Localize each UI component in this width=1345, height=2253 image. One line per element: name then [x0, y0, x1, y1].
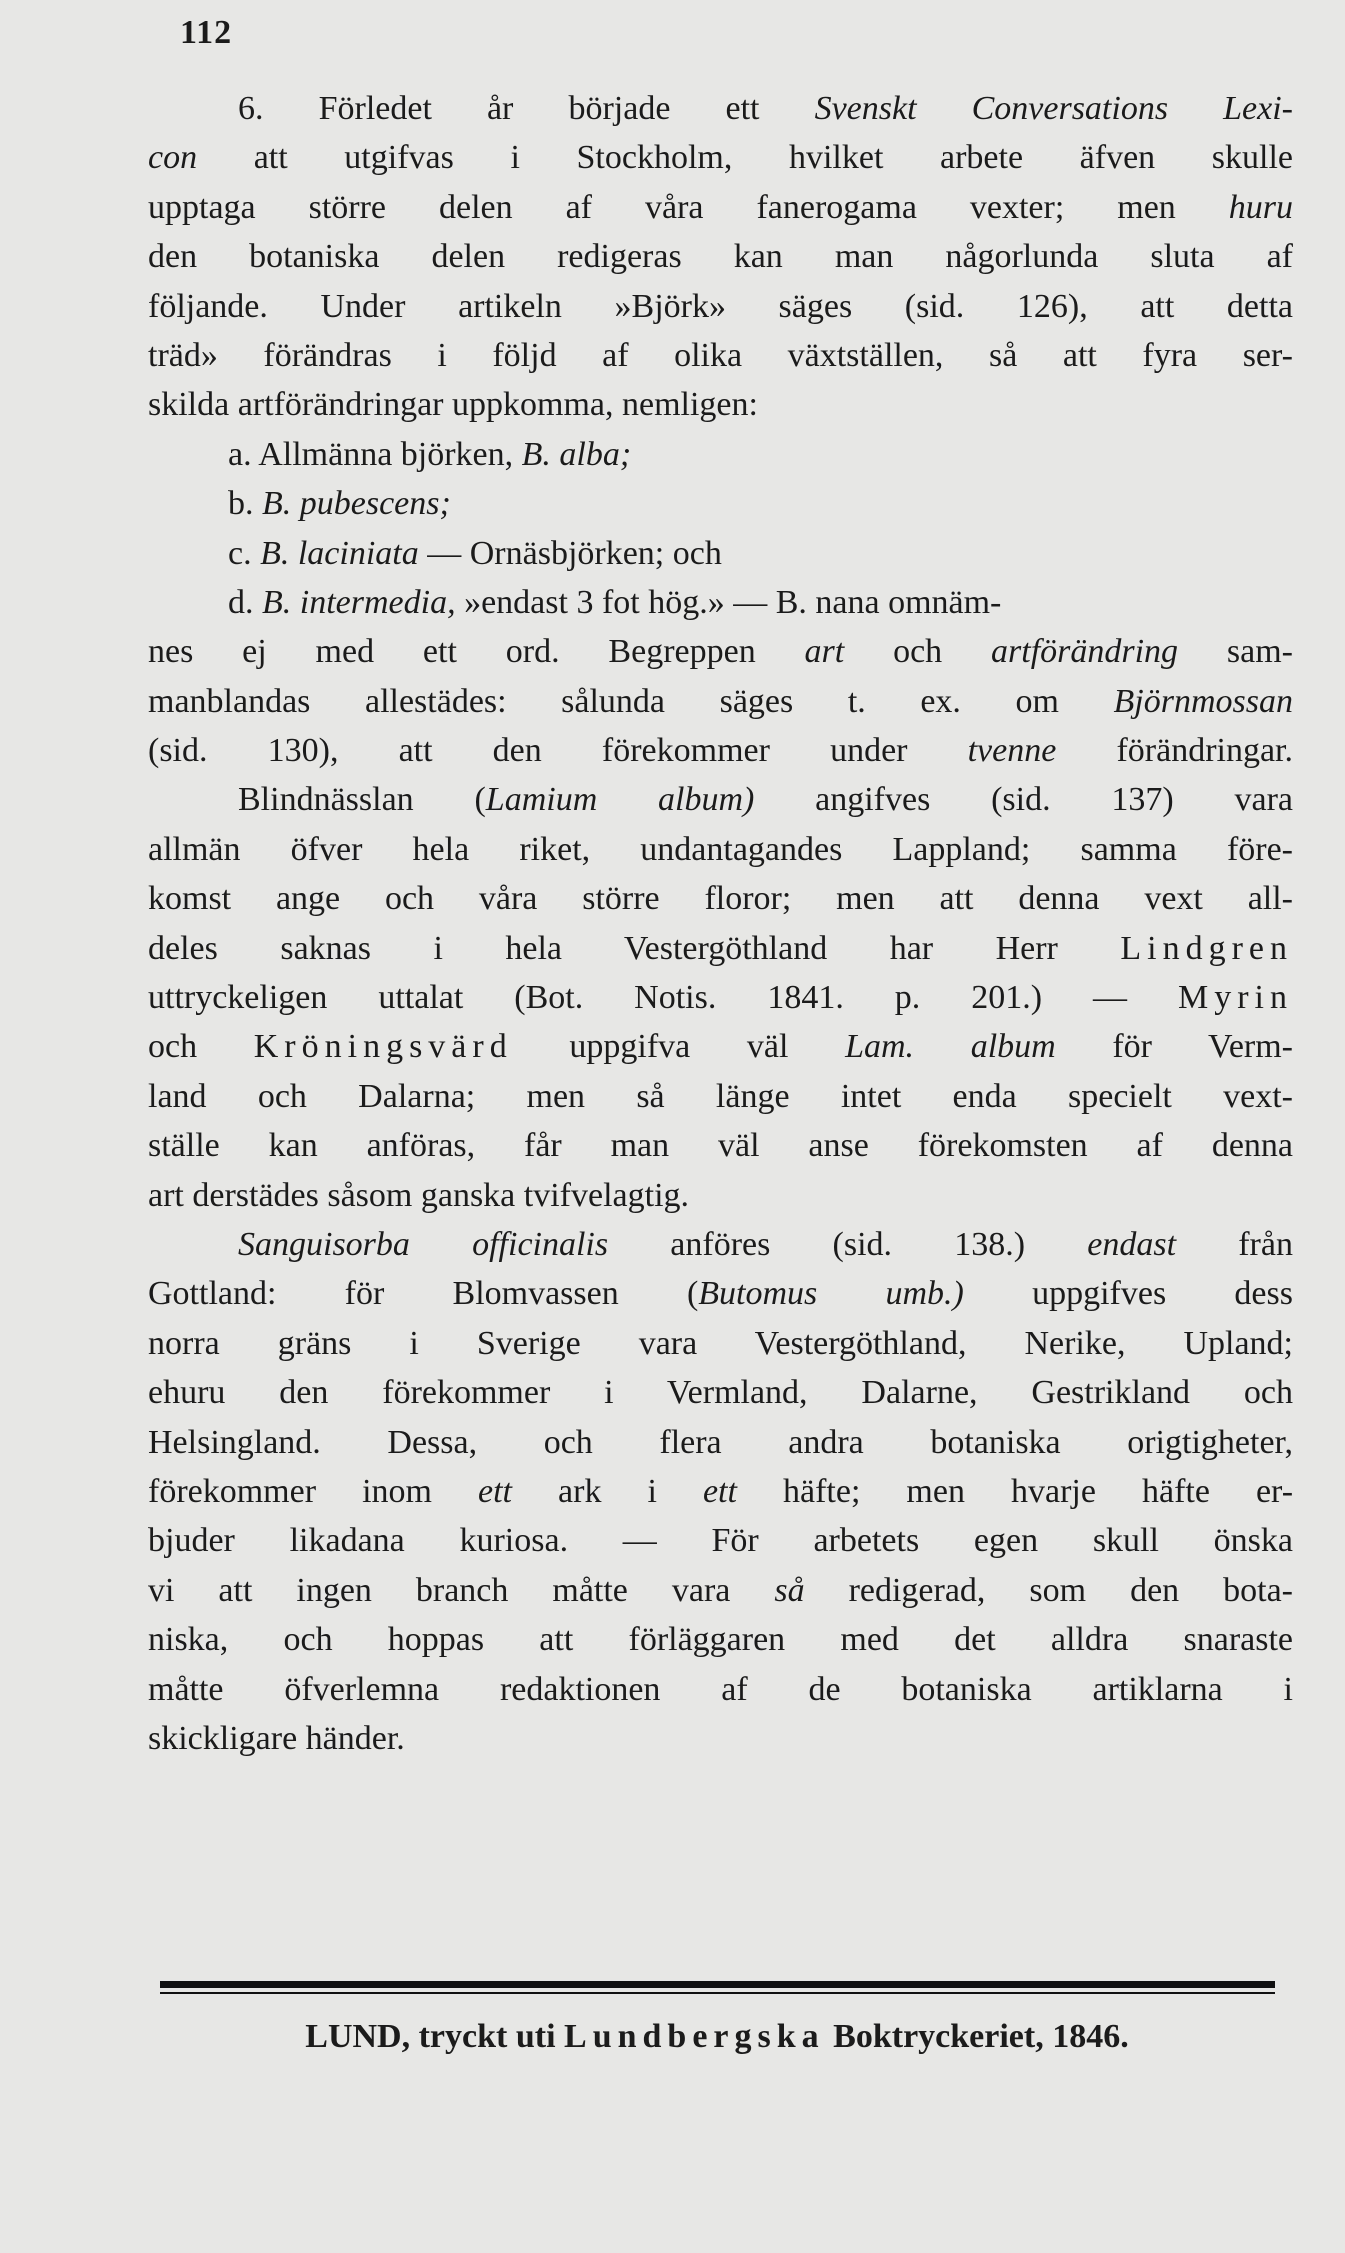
text-line: [148, 1121, 1293, 1170]
text-line: [148, 1368, 1293, 1417]
text-run: c.: [228, 534, 261, 572]
italic-text: huru: [1228, 188, 1293, 226]
text-line: [148, 677, 1293, 726]
text-run: träd» förändras i följd af olika växtställen, så att fyra ser-: [148, 336, 1293, 374]
text-run: bjuder likadana kuriosa. — För arbetets egen skull önska: [148, 1522, 1293, 1560]
text-run: skilda artförändringar uppkomma, nemligen:: [148, 386, 758, 424]
text-run: sam-: [1178, 633, 1293, 671]
italic-text: con: [148, 139, 198, 177]
text-line: [148, 1467, 1293, 1516]
text-line: [148, 578, 1293, 627]
text-run: förändringar.: [1056, 732, 1293, 770]
text-line: [148, 1319, 1293, 1368]
text-run: angifves (sid. 137) vara: [754, 781, 1294, 819]
text-run: niska, och hoppas att förläggaren med det alldra snaraste: [148, 1621, 1293, 1659]
text-line: [148, 529, 1293, 578]
text-line: [148, 874, 1293, 923]
text-run: Blindnässlan (: [238, 781, 486, 819]
text-run: ehuru den förekommer i Vermland, Dalarne, Gestrikland och: [148, 1374, 1293, 1412]
italic-text: Sanguisorba officinalis: [238, 1225, 609, 1263]
text-run: att utgifvas i Stockholm, hvilket arbete äfven skulle: [197, 139, 1293, 177]
text-line: [148, 627, 1293, 676]
text-run: upptaga större delen af våra fanerogama vexter; men: [148, 188, 1229, 226]
rule-thick: [160, 1981, 1275, 1988]
text-line: [148, 331, 1293, 380]
body-text: [148, 84, 1293, 1763]
italic-text: Björnmossan: [1113, 682, 1293, 720]
imprint-date: Boktryckeriet, 1846.: [824, 2018, 1129, 2055]
text-line: [148, 1714, 1293, 1763]
text-line: [148, 1566, 1293, 1615]
page-number: 112: [180, 14, 233, 51]
text-line: [148, 232, 1293, 281]
text-run: följande. Under artikeln »Björk» säges (sid. 126), att detta: [148, 287, 1293, 325]
italic-text: ett: [702, 1472, 737, 1510]
text-run: — Ornäsbjörken; och: [418, 534, 722, 572]
spaced-name: Kröningsvärd: [253, 1028, 513, 1066]
italic-text: B. pubescens;: [262, 485, 451, 523]
text-run: Helsingland. Dessa, och flera andra botaniska origtigheter,: [148, 1423, 1293, 1461]
italic-text: B. laciniata: [260, 534, 419, 572]
text-run: vi att ingen branch måtte vara: [148, 1571, 775, 1609]
text-run: och: [844, 633, 992, 671]
italic-text: Lam. album: [845, 1028, 1056, 1066]
italic-text: B. alba;: [521, 435, 632, 473]
text-run: komst ange och våra större floror; men att denna vext all-: [148, 880, 1293, 918]
text-line: [148, 1022, 1293, 1071]
italic-text: tvenne: [967, 732, 1057, 770]
text-run: Gottland: för Blomvassen (: [148, 1275, 699, 1313]
text-line: [148, 282, 1293, 331]
text-line: [148, 1220, 1293, 1269]
text-line: [148, 1665, 1293, 1714]
text-line: [148, 133, 1293, 182]
text-run: förekommer inom: [148, 1472, 479, 1510]
text-line: [148, 84, 1293, 133]
text-run: ark i: [512, 1472, 703, 1510]
text-line: [148, 183, 1293, 232]
text-run: uppgifves dess: [963, 1275, 1293, 1313]
text-line: [148, 825, 1293, 874]
italic-text: ett: [478, 1472, 512, 1510]
italic-text: så: [774, 1571, 805, 1609]
text-line: [148, 1072, 1293, 1121]
text-run: »endast 3 fot hög.» — B. nana omnäm-: [455, 583, 1002, 621]
text-run: måtte öfverlemna redaktionen af de botaniska artiklarna i: [148, 1670, 1293, 1708]
text-run: anföres (sid. 138.): [608, 1225, 1088, 1263]
text-run: allmän öfver hela riket, undantagandes Lappland; samma före-: [148, 830, 1293, 868]
text-run: ställe kan anföras, får man väl anse förekomsten af denna: [148, 1127, 1293, 1165]
italic-text: Lamium album): [485, 781, 755, 819]
text-run: redigerad, som den bota-: [804, 1571, 1293, 1609]
italic-text: Butomus umb.): [698, 1275, 964, 1313]
italic-text: endast: [1087, 1225, 1177, 1263]
imprint-place: LUND, tryckt uti: [305, 2018, 565, 2055]
text-run: deles saknas i hela Vestergöthland har Herr: [148, 929, 1121, 967]
rule-thin: [160, 1992, 1275, 1994]
text-line: [148, 1516, 1293, 1565]
text-line: [148, 1269, 1293, 1318]
text-run: 6. Förledet år började ett: [238, 90, 815, 127]
text-line: [148, 775, 1293, 824]
closing-rule: [160, 1981, 1275, 1994]
spaced-name: Lindgren: [1120, 929, 1293, 967]
text-run: (sid. 130), att den förekommer under: [148, 732, 968, 770]
text-run: art derstädes såsom ganska tvifvelagtig.: [148, 1176, 690, 1214]
spaced-name: Myrin: [1178, 979, 1293, 1017]
text-run: häfte; men hvarje häfte er-: [736, 1472, 1294, 1510]
text-line: [148, 726, 1293, 775]
italic-text: artförändring: [991, 633, 1179, 671]
text-run: b.: [228, 485, 262, 523]
text-run: skickligare händer.: [148, 1719, 405, 1757]
text-run: norra gräns i Sverige vara Vestergöthland, Nerike, Upland;: [148, 1324, 1293, 1362]
imprint: [212, 2018, 1222, 2056]
italic-text: art: [804, 633, 845, 671]
text-line: [148, 924, 1293, 973]
text-run: och: [148, 1028, 254, 1066]
italic-text: B. intermedia,: [262, 583, 456, 621]
text-run: uttryckeligen uttalat (Bot. Notis. 1841. p. 201.) —: [148, 979, 1178, 1017]
text-run: a. Allmänna björken,: [228, 435, 522, 473]
text-line: [148, 1615, 1293, 1664]
text-line: [148, 1171, 1293, 1220]
italic-text: Svenskt Conversations Lexi-: [814, 90, 1293, 127]
text-run: för Verm-: [1055, 1028, 1294, 1066]
text-run: från: [1176, 1225, 1293, 1263]
text-run: den botaniska delen redigeras kan man någorlunda sluta af: [148, 238, 1293, 276]
text-run: nes ej med ett ord. Begreppen: [148, 633, 805, 671]
text-line: [148, 479, 1293, 528]
text-run: manblandas allestädes: sålunda säges t. ex. om: [148, 682, 1114, 720]
text-run: uppgifva väl: [512, 1028, 846, 1066]
text-run: land och Dalarna; men så länge intet enda specielt vext-: [148, 1077, 1293, 1115]
text-line: [148, 1418, 1293, 1467]
imprint-printer: Lundbergska: [564, 2018, 825, 2055]
text-line: [148, 973, 1293, 1022]
text-line: [148, 430, 1293, 479]
text-run: d.: [228, 583, 262, 621]
text-line: [148, 380, 1293, 429]
